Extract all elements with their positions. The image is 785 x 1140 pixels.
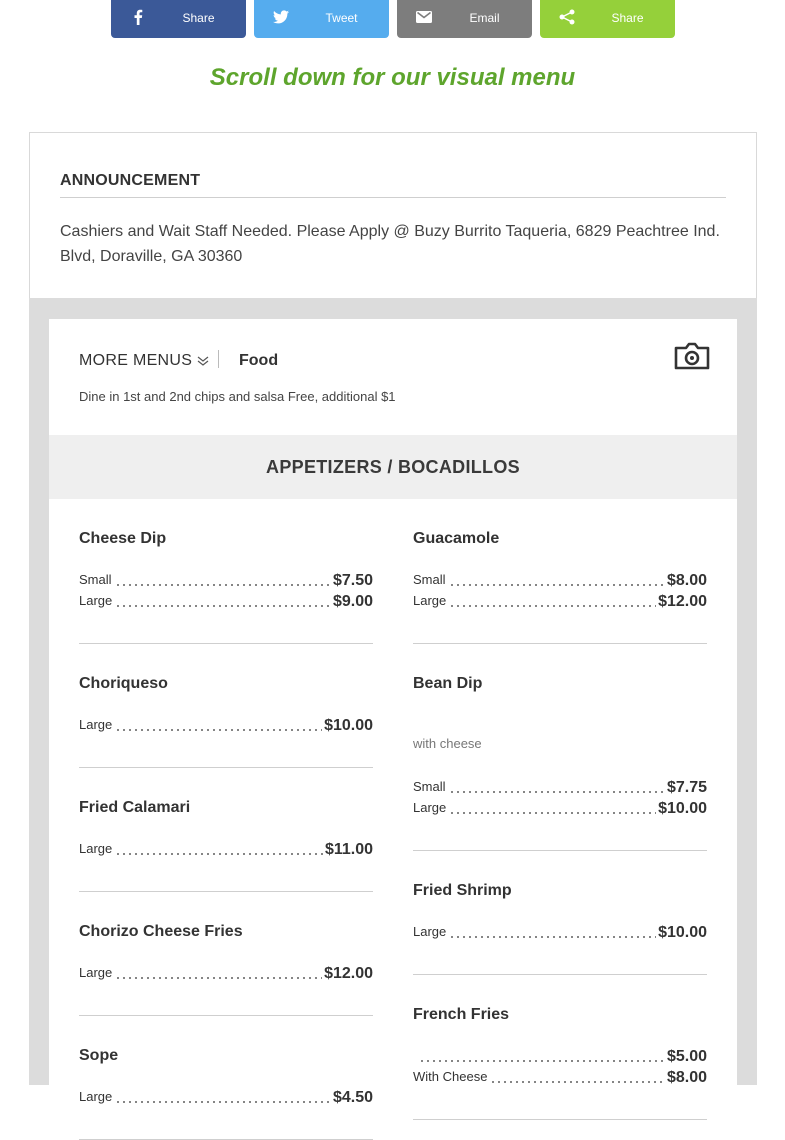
dot-leader <box>449 584 665 586</box>
menu-item-bean-dip <box>413 644 707 851</box>
price-row <box>413 591 707 611</box>
price-row <box>413 1067 707 1087</box>
dot-leader <box>115 853 323 855</box>
price-row <box>79 1087 373 1107</box>
share-icon <box>556 6 578 28</box>
menu-column-left <box>79 499 373 1140</box>
menu-item-name: Choriqueso <box>79 675 168 692</box>
menu-item-name: Bean Dip <box>413 675 483 692</box>
twitter-icon <box>270 6 292 28</box>
size-label: Large <box>79 841 113 856</box>
price-value: $12.00 <box>324 965 373 982</box>
menu-item-guacamole <box>413 499 707 644</box>
price-row <box>413 798 707 818</box>
menu-divider <box>218 350 219 368</box>
size-label: Large <box>413 593 447 608</box>
current-menu-name: Food <box>239 352 279 369</box>
dot-leader <box>449 812 656 814</box>
dot-leader <box>419 1060 665 1062</box>
menu-item-french-fries <box>413 975 707 1120</box>
menu-item-chorizo-cheese-fries <box>79 892 373 1016</box>
menu-item-fried-shrimp <box>413 851 707 975</box>
size-label: Large <box>413 800 447 815</box>
menu-item-note: with cheese <box>413 736 482 751</box>
size-label: Small <box>413 572 446 587</box>
dot-leader <box>449 936 656 938</box>
facebook-share-button[interactable] <box>111 0 246 38</box>
price-value: $8.00 <box>666 572 707 589</box>
menu-item-name: Chorizo Cheese Fries <box>79 923 243 940</box>
dot-leader <box>115 584 331 586</box>
dot-leader <box>115 605 331 607</box>
section-header <box>49 435 737 499</box>
email-share-label: Email <box>469 11 500 25</box>
twitter-share-label: Tweet <box>325 11 358 25</box>
price-row <box>413 570 707 590</box>
price-value: $10.00 <box>658 800 707 817</box>
price-row <box>413 922 707 942</box>
dot-leader <box>490 1081 665 1083</box>
menu-item-name: Fried Calamari <box>79 799 191 816</box>
section-title: APPETIZERS / BOCADILLOS <box>266 457 520 477</box>
menu-section <box>29 298 757 1106</box>
menu-item-sope <box>79 1016 373 1140</box>
size-label: Large <box>79 717 113 732</box>
menu-column-right <box>413 499 707 1120</box>
menu-item-choriqueso <box>79 644 373 768</box>
share-bar <box>0 0 785 38</box>
email-icon <box>413 6 435 28</box>
price-value: $5.00 <box>666 1048 707 1065</box>
menu-item-name: French Fries <box>413 1006 510 1023</box>
dot-leader <box>115 1101 331 1103</box>
menu-item-name: Sope <box>79 1047 119 1064</box>
price-row <box>79 839 373 859</box>
price-value: $7.75 <box>666 779 707 796</box>
price-value: $11.00 <box>324 841 373 858</box>
price-value: $12.00 <box>658 593 707 610</box>
price-value: $7.50 <box>332 572 373 589</box>
scroll-down-note: Scroll down for our visual menu <box>209 64 576 91</box>
camera-icon[interactable] <box>674 340 710 372</box>
size-label: Large <box>79 1089 113 1104</box>
size-label: Large <box>79 965 113 980</box>
announcement-box <box>29 132 757 299</box>
price-row <box>79 715 373 735</box>
facebook-share-label: Share <box>182 11 215 25</box>
dot-leader <box>115 729 322 731</box>
menu-item-name: Fried Shrimp <box>413 882 512 899</box>
size-label: Large <box>79 593 113 608</box>
price-row <box>413 777 707 797</box>
price-value: $10.00 <box>658 924 707 941</box>
dot-leader <box>449 791 665 793</box>
more-menus-dropdown[interactable]: MORE MENUS <box>79 352 193 369</box>
price-row <box>79 963 373 983</box>
twitter-share-button[interactable] <box>254 0 389 38</box>
price-value: $8.00 <box>666 1069 707 1086</box>
menu-description: Dine in 1st and 2nd chips and salsa Free, additional $1 <box>79 389 396 404</box>
size-label: Small <box>413 779 446 794</box>
facebook-icon <box>127 6 149 28</box>
menu-card <box>49 319 737 1106</box>
announcement-title: ANNOUNCEMENT <box>60 172 201 189</box>
menu-item-name: Cheese Dip <box>79 530 167 547</box>
price-row <box>79 570 373 590</box>
menu-item-fried-calamari <box>79 768 373 892</box>
announcement-text: Cashiers and Wait Staff Needed. Please Apply @ Buzy Burrito Taqueria, 6829 Peachtree Ind. Blvd, Doraville, GA 30360 <box>60 223 720 265</box>
dot-leader <box>115 977 322 979</box>
dot-leader <box>449 605 656 607</box>
menu-item-name: Guacamole <box>413 530 500 547</box>
generic-share-button[interactable] <box>540 0 675 38</box>
menu-item-cheese-dip <box>79 499 373 644</box>
price-value: $4.50 <box>332 1089 373 1106</box>
chevron-down-icon[interactable] <box>196 354 210 368</box>
announcement-divider <box>60 197 726 198</box>
generic-share-label: Share <box>611 11 644 25</box>
email-share-button[interactable] <box>397 0 532 38</box>
price-row <box>79 591 373 611</box>
size-label: With Cheese <box>413 1069 488 1084</box>
price-value: $10.00 <box>324 717 373 734</box>
size-label: Large <box>413 924 447 939</box>
price-value: $9.00 <box>332 593 373 610</box>
price-row <box>413 1046 707 1066</box>
size-label: Small <box>79 572 112 587</box>
